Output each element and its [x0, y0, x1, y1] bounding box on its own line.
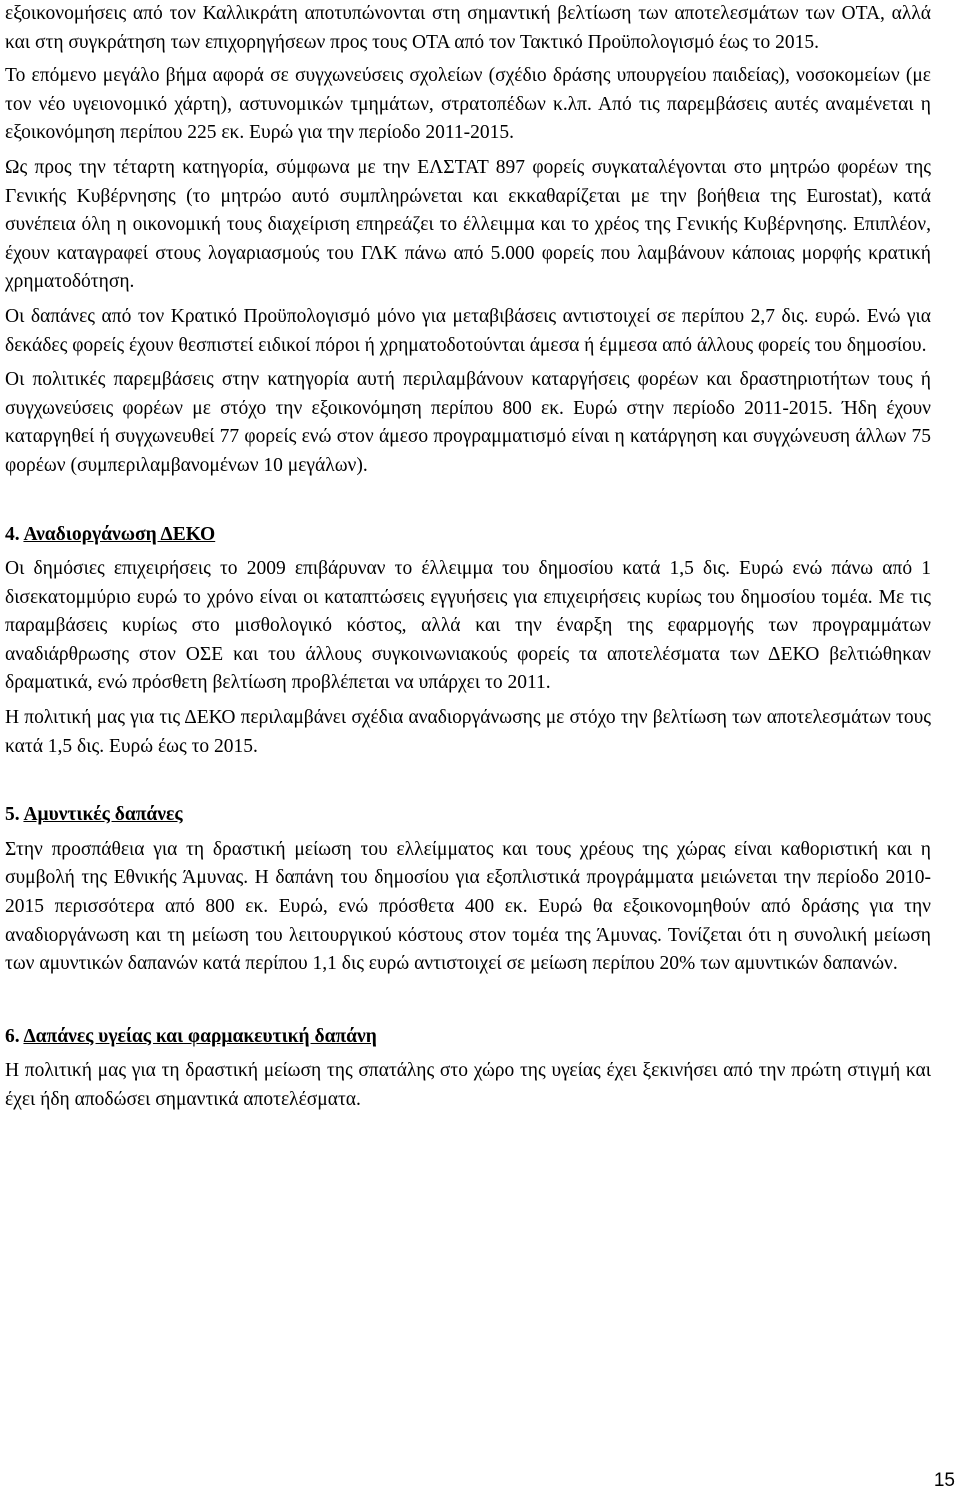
paragraph-deko-policy: Η πολιτική μας για τις ΔΕΚΟ περιλαμβάνει σχέδια αναδιοργάνωσης με στόχο την βελτίωση των αποτελεσμάτων τους κατά 1,5 δις. Ευρώ έως το 2015.	[5, 707, 931, 757]
section-heading-health	[5, 1023, 931, 1052]
section-title: Αμυντικές δαπάνες	[23, 804, 183, 826]
section-heading-deko	[5, 521, 931, 550]
page-number: 15	[933, 1470, 955, 1491]
section-title: Αναδιοργάνωση ΔΕΚΟ	[23, 523, 216, 545]
paragraph-policy-interventions: Οι πολιτικές παρεμβάσεις στην κατηγορία αυτή περιλαμβάνουν καταργήσεις φορέων και δραστηριοτήτων τους ή συγχωνεύσεις φορέων με στόχο την εξοικονόμηση περίπου 800 εκ. Ευρώ στην περίοδο 2011-2015. Ήδη έχουν καταργηθεί ή συγχωνευθεί 77 φορείς ενώ στον άμεσο προγραμματισμό είναι η κατάργηση και συγχώνευση άλλων 75 φορέων (συμπεριλαμβανομένων 10 μεγάλων).	[5, 369, 931, 476]
paragraph-public-enterprises: Οι δημόσιες επιχειρήσεις το 2009 επιβάρυναν το έλλειμμα του δημοσίου κατά 1,5 δις. Ευρώ ενώ πάνω από 1 δισεκατομμύριο ευρώ το χρόνο είναι οι καταπτώσεις εγγυήσεις για επιχειρήσεις κυρίως του δημοσίου τομέα. Με τις παραμβάσεις κυρίως στο μισθολογικό κόστος, αλλά και την έναρξη της εφαρμογής των προγραμμάτων αναδιάρθρωσης στον ΟΣΕ και του άλλους συγκοινωνιακούς φορείς τα αποτελέσματα των ΔΕΚΟ βελτιώθηκαν δραματικά, ενώ πρόσθετη βελτίωση προβλέπεται να υπάρχει το 2011.	[5, 558, 931, 694]
section-number: 5.	[5, 804, 20, 826]
document-body	[5, 0, 931, 1115]
section-title: Δαπάνες υγείας και φαρμακευτική δαπάνη	[23, 1025, 377, 1047]
paragraph-mergers: Το επόμενο μεγάλο βήμα αφορά σε συγχωνεύσεις σχολείων (σχέδιο δράσης υπουργείου παιδείας), νοσοκομείων (με τον νέο υγειονομικό χάρτη), αστυνομικών τμημάτων, στρατοπέδων κ.λπ. Από τις παρεμβάσεις αυτές αναμένεται η εξοικονόμηση περίπου 225 εκ. Ευρώ για την περίοδο 2011-2015.	[5, 65, 931, 144]
paragraph-health-policy: Η πολιτική μας για τη δραστική μείωση της σπατάλης στο χώρο της υγείας έχει ξεκινήσει από την πρώτη στιγμή και έχει ήδη αποδώσει σημαντικά αποτελέσματα.	[5, 1060, 931, 1110]
paragraph-transfers: Οι δαπάνες από τον Κρατικό Προϋπολογισμό μόνο για μεταβιβάσεις αντιστοιχεί σε περίπου 2,7 δις. ευρώ. Ενώ για δεκάδες φορείς έχουν θεσπιστεί ειδικοί πόροι ή χρηματοδοτούνται άμεσα ή έμμεσα από άλλους φορείς του δημοσίου.	[5, 305, 931, 356]
section-heading-defense	[5, 801, 931, 830]
paragraph-kallikratis-savings: εξοικονομήσεις από τον Καλλικράτη αποτυπώνονται στη σημαντική βελτίωση των αποτελεσμάτων των ΟΤΑ, αλλά και στη συγκράτηση των επιχορηγήσεων προς τους ΟΤΑ από τον Τακτικό Προϋπολογισμό έως το 2015.	[5, 3, 931, 53]
section-number: 6.	[5, 1025, 20, 1047]
paragraph-defense-spending: Στην προσπάθεια για τη δραστική μείωση του ελλείμματος και τους χρέους της χώρας είναι καθοριστική και η συμβολή της Εθνικής Άμυνας. Η δαπάνη του δημοσίου για εξοπλιστικά προγράμματα μειώνεται την περίοδο 2010-2015 περισσότερα από 800 εκ. Ευρώ, ενώ πρόσθετα 400 εκ. Ευρώ θα εξοικονομηθούν από δράσης για την αναδιοργάνωση και τη μείωση του λειτουργικού κόστους στον τομέα της Άμυνας. Τονίζεται ότι η συνολική μείωση των αμυντικών δαπανών κατά περίπου 1,1 δις ευρώ αντιστοιχεί σε μείωση περίπου 20% των αμυντικών δαπανών.	[5, 838, 931, 975]
section-number: 4.	[5, 523, 20, 545]
paragraph-fourth-category: Ως προς την τέταρτη κατηγορία, σύμφωνα με την ΕΛΣΤΑΤ 897 φορείς συγκαταλέγονται στο μητρώο φορέων της Γενικής Κυβέρνησης (το μητρώο αυτό συμπληρώνεται και εκκαθαρίζεται με την βοήθεια της Eurostat), κατά συνέπεια όλη η οικονομική τους διαχείριση επηρεάζει το έλλειμμα και το χρέος της Γενικής Κυβέρνησης. Επιπλέον, έχουν καταγραφεί στους λογαριασμούς του ΓΛΚ πάνω από 5.000 φορείς που λαμβάνουν κάποιας μορφής κρατική χρηματοδότηση.	[5, 156, 931, 293]
